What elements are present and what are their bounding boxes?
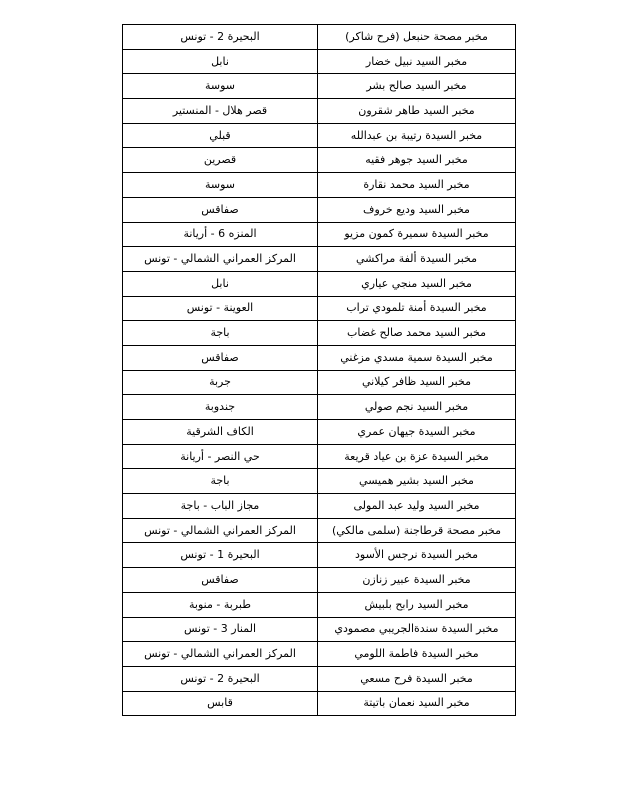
table-row	[123, 666, 516, 691]
lab-location-cell: باجة	[123, 321, 318, 346]
table-row	[123, 642, 516, 667]
table-row	[123, 296, 516, 321]
lab-location-cell: العوينة - تونس	[123, 296, 318, 321]
table-row	[123, 370, 516, 395]
lab-name-cell: مخبر السيدة نرجس الأسود	[318, 543, 516, 568]
lab-name-cell: مخبر السيد طاهر شقرون	[318, 99, 516, 124]
table-row	[123, 518, 516, 543]
lab-location-cell: صفاقس	[123, 345, 318, 370]
lab-name-cell: مخبر السيدة أمنة تلمودي تراب	[318, 296, 516, 321]
lab-name-cell: مخبر السيد وليد عبد المولى	[318, 494, 516, 519]
lab-name-cell: مخبر السيد نبيل خضار	[318, 49, 516, 74]
lab-location-cell: الكاف الشرقية	[123, 420, 318, 445]
laboratories-table-body	[123, 25, 516, 716]
lab-name-cell: مخبر السيد محمد صالح غضاب	[318, 321, 516, 346]
table-row	[123, 345, 516, 370]
lab-name-cell: مخبر مصحة قرطاجنة (سلمى مالكي)	[318, 518, 516, 543]
lab-name-cell: مخبر السيدة فرح مسعي	[318, 666, 516, 691]
lab-location-cell: المنزه 6 - أريانة	[123, 222, 318, 247]
lab-location-cell: المركز العمراني الشمالي - تونس	[123, 642, 318, 667]
lab-name-cell: مخبر السيدة عبير زنازن	[318, 568, 516, 593]
table-row	[123, 247, 516, 272]
lab-location-cell: باجة	[123, 469, 318, 494]
lab-name-cell: مخبر السيدة سميرة كمون مزيو	[318, 222, 516, 247]
table-row	[123, 222, 516, 247]
lab-location-cell: جندوبة	[123, 395, 318, 420]
laboratories-table	[122, 24, 516, 716]
table-row	[123, 173, 516, 198]
lab-location-cell: قابس	[123, 691, 318, 716]
lab-location-cell: جربة	[123, 370, 318, 395]
table-row	[123, 395, 516, 420]
lab-location-cell: قصر هلال - المنستير	[123, 99, 318, 124]
lab-name-cell: مخبر السيدة جيهان عمري	[318, 420, 516, 445]
table-row	[123, 321, 516, 346]
lab-location-cell: البحيرة 2 - تونس	[123, 25, 318, 50]
lab-name-cell: مخبر السيد ظافر كيلاني	[318, 370, 516, 395]
lab-name-cell: مخبر السيدة سمية مسدي مزغني	[318, 345, 516, 370]
table-row	[123, 592, 516, 617]
lab-location-cell: المنار 3 - تونس	[123, 617, 318, 642]
lab-location-cell: نابل	[123, 49, 318, 74]
lab-name-cell: مخبر السيدة عزة بن عياد قريعة	[318, 444, 516, 469]
lab-location-cell: طبربة - منوبة	[123, 592, 318, 617]
lab-location-cell: قبلي	[123, 123, 318, 148]
lab-location-cell: المركز العمراني الشمالي - تونس	[123, 247, 318, 272]
lab-location-cell: قصرين	[123, 148, 318, 173]
table-row	[123, 271, 516, 296]
table-row	[123, 444, 516, 469]
lab-name-cell: مخبر السيد بشير هميسي	[318, 469, 516, 494]
table-row	[123, 568, 516, 593]
table-row	[123, 691, 516, 716]
lab-name-cell: مخبر السيدة ألفة مراكشي	[318, 247, 516, 272]
lab-location-cell: سوسة	[123, 74, 318, 99]
lab-name-cell: مخبر مصحة حنبعل (فرح شاكر)	[318, 25, 516, 50]
table-row	[123, 469, 516, 494]
lab-name-cell: مخبر السيد منجي عياري	[318, 271, 516, 296]
lab-name-cell: مخبر السيدة رتيبة بن عبدالله	[318, 123, 516, 148]
table-row	[123, 49, 516, 74]
lab-location-cell: حي النصر - أريانة	[123, 444, 318, 469]
lab-name-cell: مخبر السيدة سندةالجريبي مصمودي	[318, 617, 516, 642]
lab-location-cell: صفاقس	[123, 197, 318, 222]
table-row	[123, 148, 516, 173]
table-row	[123, 617, 516, 642]
lab-location-cell: مجاز الباب - باجة	[123, 494, 318, 519]
lab-location-cell: المركز العمراني الشمالي - تونس	[123, 518, 318, 543]
table-row	[123, 197, 516, 222]
lab-name-cell: مخبر السيد نعمان باتيتة	[318, 691, 516, 716]
table-row	[123, 99, 516, 124]
lab-location-cell: نابل	[123, 271, 318, 296]
lab-location-cell: سوسة	[123, 173, 318, 198]
table-row	[123, 543, 516, 568]
table-row	[123, 74, 516, 99]
lab-location-cell: البحيرة 1 - تونس	[123, 543, 318, 568]
lab-name-cell: مخبر السيد نجم صولي	[318, 395, 516, 420]
lab-name-cell: مخبر السيد رابح بلبيش	[318, 592, 516, 617]
lab-name-cell: مخبر السيد جوهر فقيه	[318, 148, 516, 173]
table-row	[123, 420, 516, 445]
lab-name-cell: مخبر السيد وديع خروف	[318, 197, 516, 222]
lab-name-cell: مخبر السيد محمد نقارة	[318, 173, 516, 198]
lab-location-cell: البحيرة 2 - تونس	[123, 666, 318, 691]
table-row	[123, 123, 516, 148]
lab-location-cell: صفاقس	[123, 568, 318, 593]
table-row	[123, 25, 516, 50]
table-row	[123, 494, 516, 519]
lab-name-cell: مخبر السيدة فاطمة اللومي	[318, 642, 516, 667]
lab-name-cell: مخبر السيد صالح بشر	[318, 74, 516, 99]
